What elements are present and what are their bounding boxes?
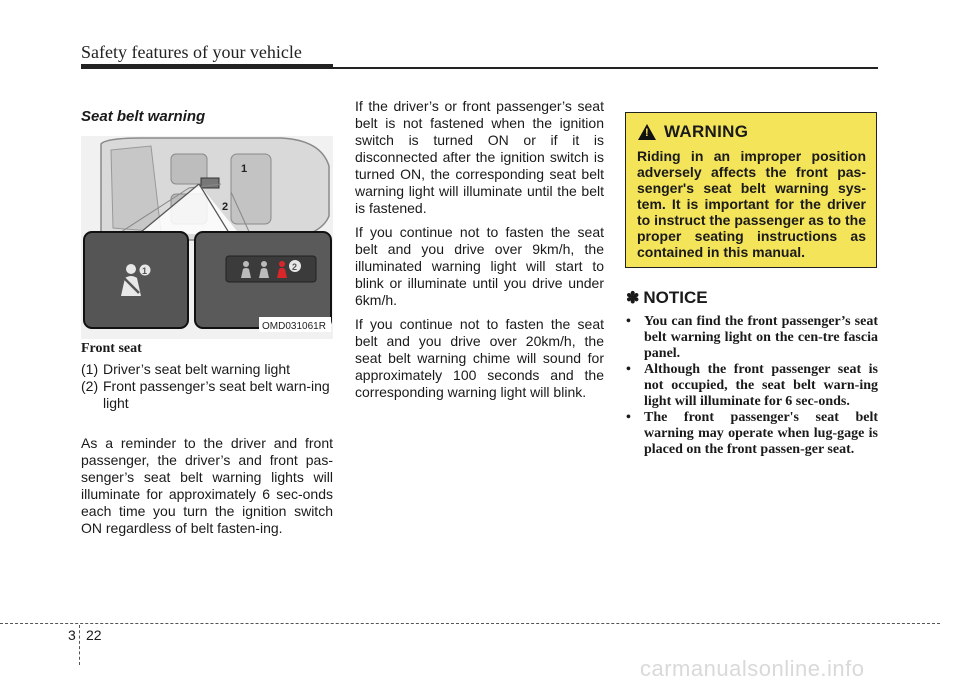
driver-icon-marker: 1 <box>142 266 148 276</box>
warning-triangle-icon: ! <box>638 124 656 140</box>
figure-caption-title: Front seat <box>81 341 142 356</box>
figure-marker-1: 1 <box>241 163 248 175</box>
warning-title: WARNING <box>664 122 749 141</box>
list-item: • You can find the front passenger’s seat belt warning light on the cen-tre fascia panel. <box>626 314 878 361</box>
figure-legend-list <box>81 361 333 412</box>
list-item: (2) Front passenger’s seat belt warn-ing light <box>81 378 330 411</box>
car-interior-figure <box>81 136 333 339</box>
section-title: Seat belt warning <box>81 108 206 125</box>
paragraph-20kmh: If you continue not to fasten the seat belt and you drive over 20km/h, the seat belt warning chime will sound for approximately 100 seconds and the corresponding warning light will blink. <box>355 316 604 400</box>
paragraph-9kmh: If you continue not to fasten the seat belt and you drive over 9km/h, the illuminated warning light will start to blink or illuminate until you drive under 6km/h. <box>355 224 604 308</box>
reminder-paragraph: As a reminder to the driver and front passenger, the driver’s and front pas-senger’s seat belt warning lights will illuminate for approximately 6 sec-onds each time you turn the ignition switch ON regardless of belt fasten-ing. <box>81 435 333 536</box>
figure-code: OMD031061R <box>262 321 326 332</box>
list-item: (1) Driver’s seat belt warning light <box>81 361 291 377</box>
page-number: 22 <box>86 627 102 643</box>
warning-body: Riding in an improper position adversely affects the front pas-senger's seat belt warning sys-tem. It is important for the driver to instruct the passenger as to the proper seating instructions as contained in this manual. <box>637 148 866 260</box>
warning-header <box>638 122 876 142</box>
figure-marker-2: 2 <box>222 201 229 213</box>
section-column-2 <box>355 98 604 408</box>
footer-divider <box>79 625 80 665</box>
notice-heading <box>626 288 708 308</box>
header-rule-thin <box>333 67 878 69</box>
passenger-icon-marker: 2 <box>292 262 298 272</box>
footer-rule <box>0 623 940 624</box>
watermark: carmanualsonline.info <box>640 656 865 681</box>
header-rule-thick <box>81 64 333 69</box>
chapter-number: 3 <box>68 627 76 643</box>
notice-list <box>626 314 878 458</box>
list-item: • Although the front passenger seat is not occupied, the seat belt warn-ing light will illuminate for 6 sec-onds. <box>626 362 878 409</box>
section-column-1 <box>81 108 333 125</box>
notice-star-icon: ✽ <box>626 290 640 307</box>
passenger-seat-belt-icon <box>241 261 287 278</box>
page-header-title: Safety features of your vehicle <box>81 42 302 62</box>
seat-belt-illustration <box>81 136 333 339</box>
list-item: • The front passenger's seat belt warning may operate when lug-gage is placed on the front passen-ger seat. <box>626 410 878 457</box>
notice-title: NOTICE <box>643 288 708 307</box>
paragraph-unfastened: If the driver’s or front passenger’s seat belt is not fastened when the ignition switch is turned ON or if it is disconnected after the ignition switch is turned ON, the corresponding seat belt warning light will illuminate until the belt is fastened. <box>355 98 604 216</box>
warning-box <box>625 112 877 268</box>
